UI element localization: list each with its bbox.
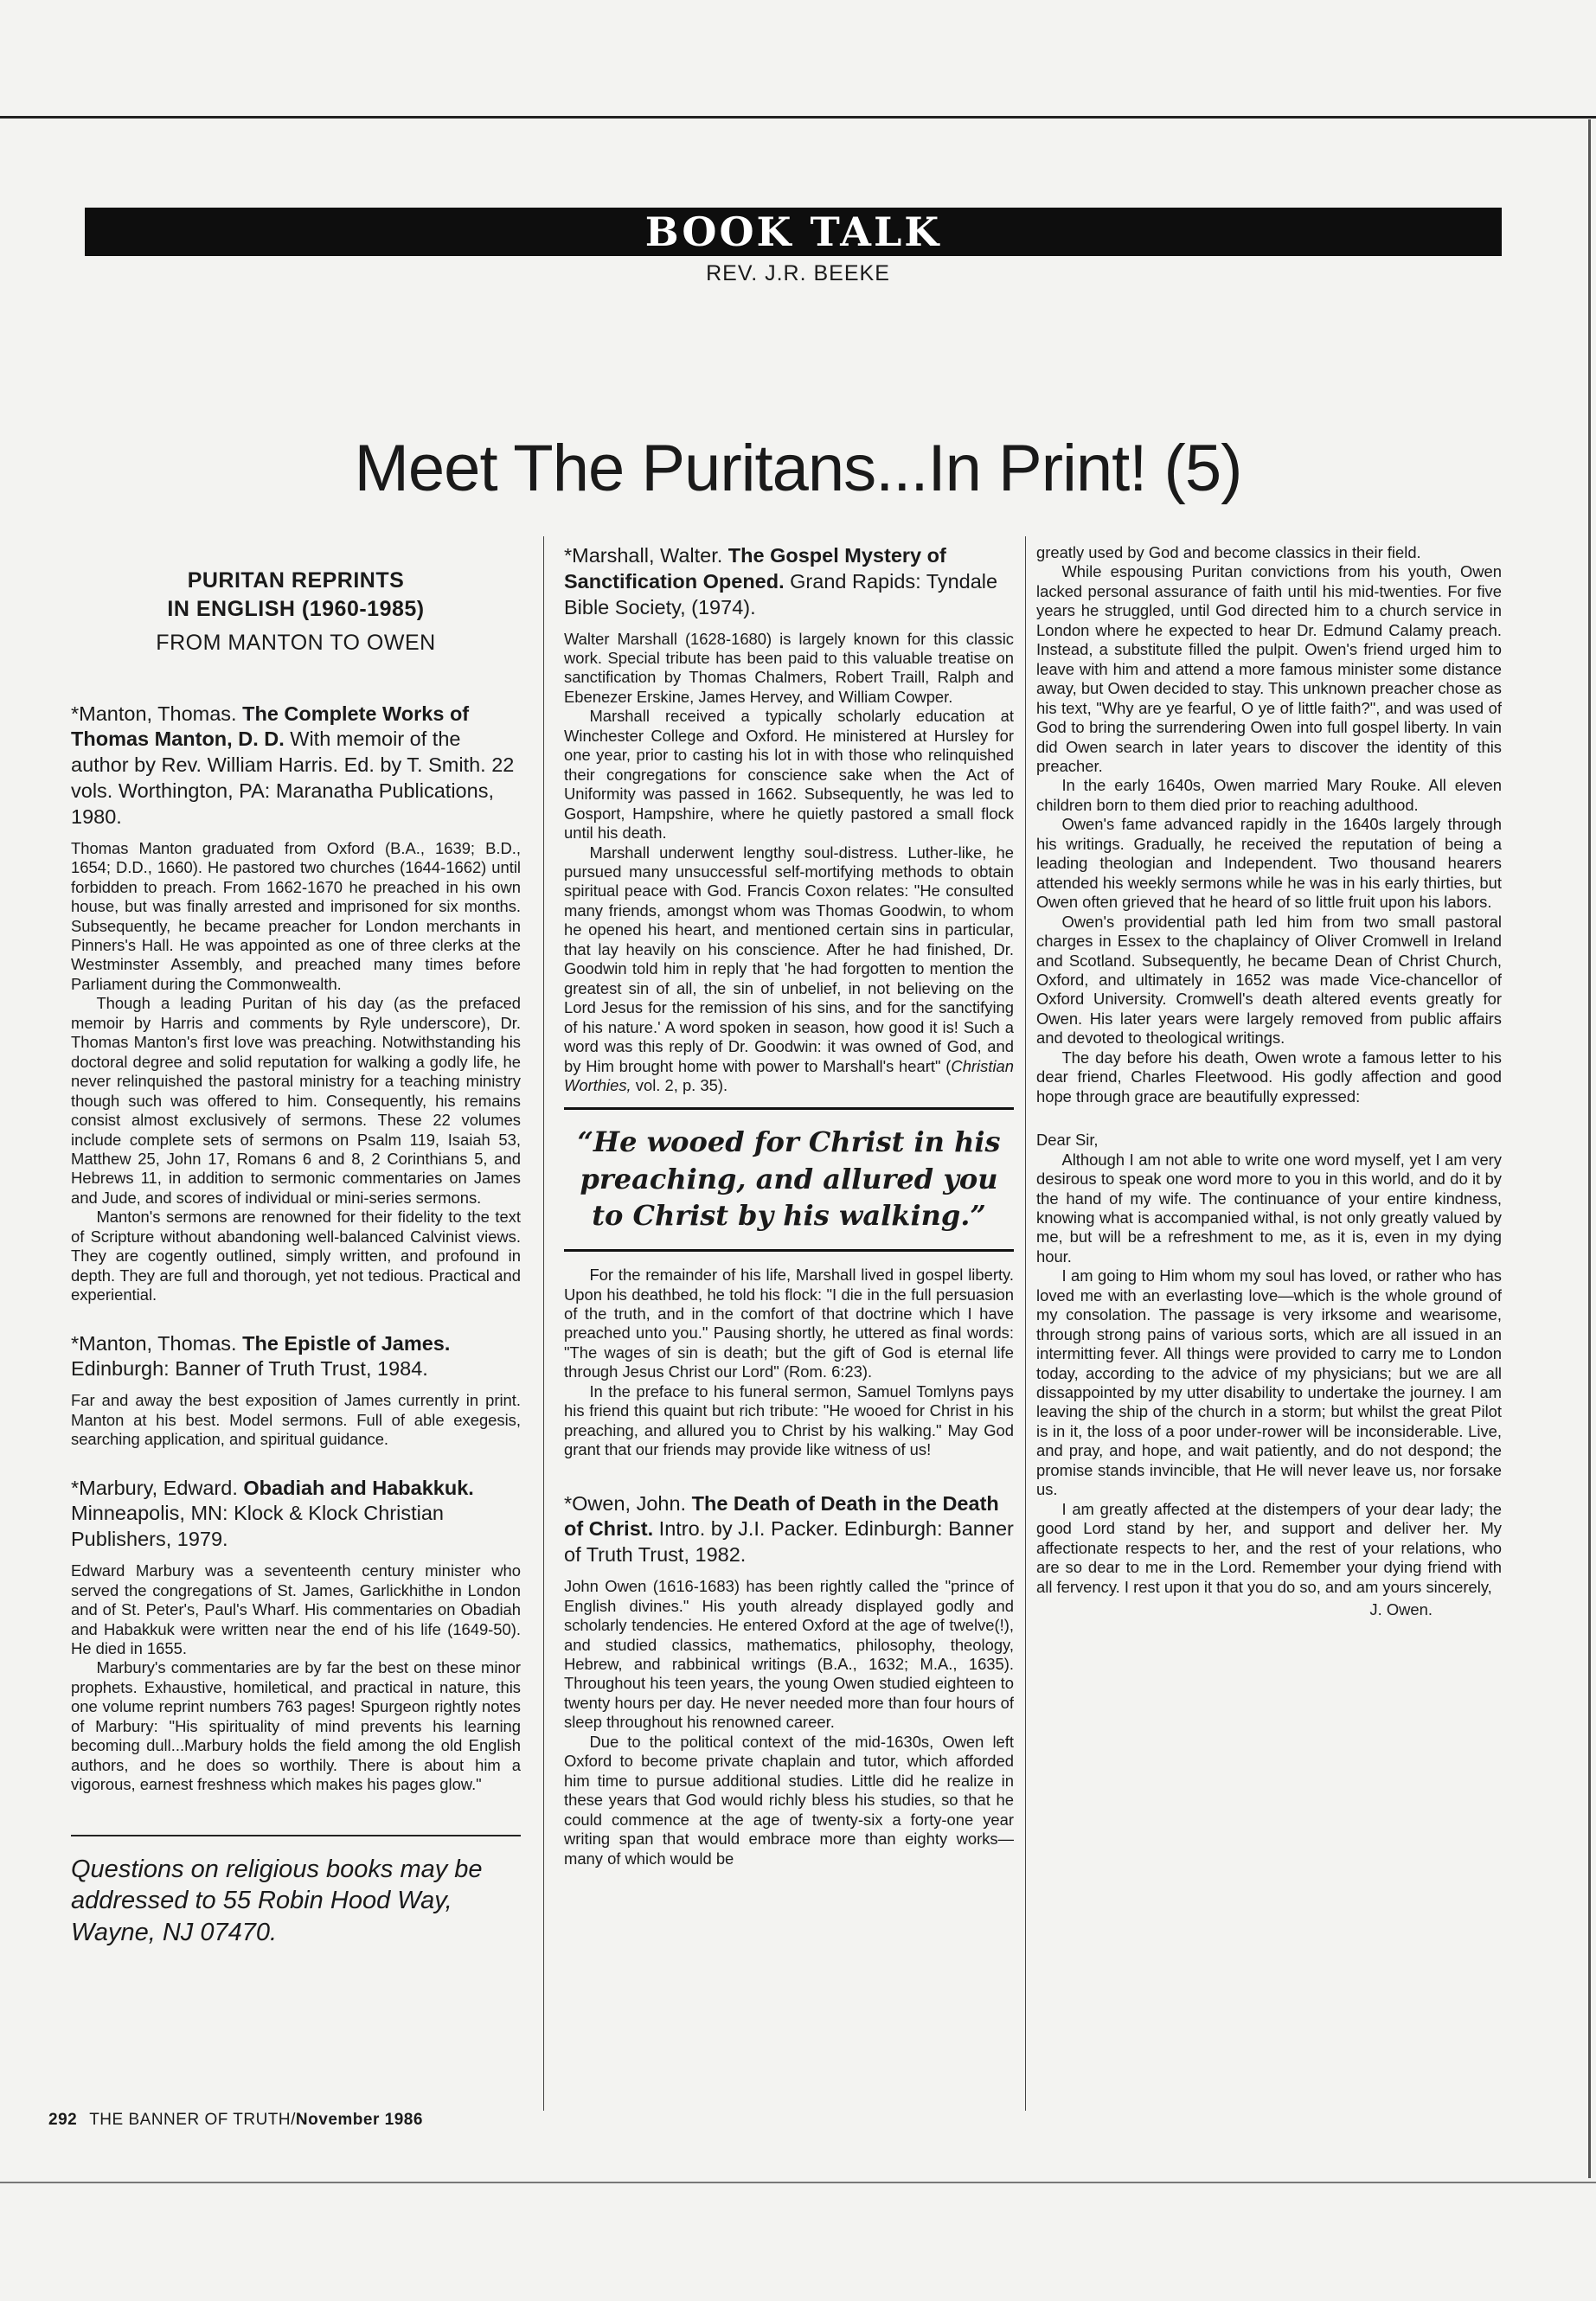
entry-title: The Complete Works of Thomas Manton, D. D.: [71, 702, 470, 751]
questions-rule: [71, 1835, 521, 1836]
entry-title: The Epistle of James.: [242, 1331, 451, 1355]
entry-publication: With memoir of the author by Rev. William Harris. Ed. by T. Smith. 22 vols. Worthington, PA: Maranatha Publications, 1980.: [71, 727, 515, 828]
page-footer: [48, 2111, 423, 2130]
sidebar-heading-line2: IN ENGLISH (1960-1985): [167, 596, 425, 621]
paragraph: While espousing Puritan convictions from his youth, Owen lacked personal assurance of faith until his mid-twenties. For five years he struggled, until God directed him to a church service in London where he expected to hear Dr. Edmund Calamy preach. Instead, a substitute filled the pulpit. Owen's friend urged him to leave with him and attend a more famous minister some distance away, but Owen decided to stay. This unknown preacher chose as his text, "Why are ye fearful, O ye of little faith?", and was used of God to bring the surrendering Owen into full gospel liberty. In vain did Owen search in later years to discover the identity of this preacher.: [1036, 562, 1502, 775]
letter-paragraph: Although I am not able to write one word myself, yet I am very desirous to speak one word more to you in this world, and do it by the hand of my wife. The continuance of your entire kindness, knowing what is accompanied withal, is not only greatly valued by me, but will be a refreshment to me, as it is, even in my dying hour.: [1036, 1150, 1502, 1266]
masthead-title: BOOK TALK: [644, 208, 942, 255]
column-middle: [564, 543, 1014, 1868]
publication-name: THE BANNER OF TRUTH/: [89, 2111, 296, 2129]
masthead-bar: [85, 208, 1502, 256]
sidebar-heading-line1: PURITAN REPRINTS: [187, 568, 405, 593]
letter-paragraph: I am going to Him whom my soul has loved, or rather who has loved me with an everlasting love—which is the whole ground of my consolation. The passage is very irksome and wearisome, through strong pains of various sorts, which are all issued in an intermitting fever. All things were provided to carry me to London today, according to the advice of my physicians; but we are all dissappointed by my utter disability to undertake the journey. I am leaving the ship of the church in a storm; but whilst the great Pilot is in it, the loss of a poor under-rower will be inconsiderable. Live, and pray, and hope, and wait patiently, and do not despond; the promise stands invincible, that He will never leave us, nor forsake us.: [1036, 1266, 1502, 1499]
entry-author: *Manton, Thomas.: [71, 702, 243, 725]
pull-quote-text: “He wooed for Christ in his preaching, and allured you to Christ by his walking.”: [577, 1125, 1001, 1232]
entry-author: *Manton, Thomas.: [71, 1331, 243, 1355]
paragraph: The day before his death, Owen wrote a famous letter to his dear friend, Charles Fleetwood. His godly affection and good hope through grace are beautifully expressed:: [1036, 1048, 1502, 1106]
paragraph: Marshall received a typically scholarly education at Winchester College and Oxford. He ministered at Hursley for one year, prior to casting his lot in with those who relinquished their congregations for conscience sake when the Act of Uniformity was passed in 1662. Subsequently, he was led to Gosport, Hampshire, where he quietly pastored a small flock until his death.: [564, 707, 1014, 843]
owen-letter: [1036, 1131, 1502, 1619]
paragraph: Thomas Manton graduated from Oxford (B.A., 1639; B.D., 1654; D.D., 1660). He pastored two churches (1644-1662) until forbidden to preach. From 1662-1670 he preached in his own house, but was finally arrested and imprisoned for six months. Subsequently, he became preacher for London merchants in Pinners's Hall. He was appointed as one of three clerks at the Westminster Assembly, and preached many times before Parliament during the Commonwealth.: [71, 838, 521, 993]
entry-author: *Marbury, Edward.: [71, 1476, 244, 1499]
paragraph: Far and away the best exposition of James currently in print. Manton at his best. Model sermons. Full of able exegesis, searching application, and spiritual guidance.: [71, 1391, 521, 1449]
paragraph: Owen's fame advanced rapidly in the 1640s largely through his writings. Gradually, he received the reputation of being a leading theologian and Independent. Two thousand hearers attended his weekly sermons while he was in his early thirties, but Owen often grieved that he heard of so little fruit upon his labors.: [1036, 815, 1502, 912]
entry-title: The Death of Death in the Death of Christ.: [564, 1491, 999, 1541]
entry-author: *Marshall, Walter.: [564, 544, 728, 567]
paragraph-text: Marshall underwent lengthy soul-distress. Luther-like, he pursued many unsuccessful self-mortifying methods to obtain spiritual peace with God. Francis Coxon relates: "He consulted many friends, amongst whom was Thomas Goodwin, to whom he opened his heart, and mentioned certain sins in particular, that lay heavily on his conscience. After he had finished, Dr. Goodwin told him in reply that 'he had forgotten to mention the greatest sin of all, the sin of unbelief, in not believing on the Lord Jesus for the remission of his sins, and for the sanctifying of his nature.' A word spoken in season, how good it is! Such a word was this reply of Dr. Goodwin: it was owned of God, and by Him brought home with power to Marshall's heart" (: [564, 843, 1014, 1075]
entry-title: The Gospel Mystery of Sanctification Opened.: [564, 544, 946, 593]
questions-note: Questions on religious books may be addressed to 55 Robin Hood Way, Wayne, NJ 07470.: [71, 1855, 483, 1947]
issue-date: November 1986: [295, 2111, 423, 2129]
sidebar-heading: [71, 567, 521, 623]
paragraph: Due to the political context of the mid-1630s, Owen left Oxford to become private chaplain and tutor, which afforded him time to pursue additional studies. Little did he realize in these years that God would richly bless his studies, so that he could commence at the age of twenty-six a forty-one year writing span that would embrace more than eighty works—many of which would be: [564, 1732, 1014, 1868]
paragraph: [564, 843, 1014, 1096]
entry-manton-james: [71, 1331, 521, 1383]
entry-marshall: [564, 543, 1014, 621]
column-divider-left: [543, 536, 544, 2111]
paragraph: Marbury's commentaries are by far the best on these minor prophets. Exhaustive, homiletical, and practical in nature, this one volume reprint numbers 763 pages! Spurgeon rightly notes of Marbury: "His spirituality of mind prevents his learning becoming dull...Marbury holds the field among the old English authors, and he does so worthily. There is about him a vigorous, earnest freshness which makes his pages glow.": [71, 1658, 521, 1794]
entry-publication: Intro. by J.I. Packer. Edinburgh: Banner of Truth Trust, 1982.: [564, 1517, 1014, 1567]
page-number: 292: [48, 2111, 78, 2129]
paragraph: Edward Marbury was a seventeenth century minister who served the congregations of St. James, Garlickhithe in London and of St. Peter's, Paul's Wharf. His commentaries on Obadiah and Habakkuk were written near the end of his life (1649-50). He died in 1655.: [71, 1561, 521, 1657]
entry-publication: Edinburgh: Banner of Truth Trust, 1984.: [71, 1357, 428, 1381]
byline: REV. J.R. BEEKE: [706, 261, 890, 285]
column-right: [1036, 543, 1502, 1619]
letter-paragraph: I am greatly affected at the distempers of your dear lady; the good Lord stand by her, and support and deliver her. My affectionate respects to her, and the rest of your relations, who are so dear to me in the Lord. Remember your dying friend with all fervency. I rest upon it that you do so, and am yours sincerely,: [1036, 1499, 1502, 1596]
paragraph: Manton's sermons are renowned for their fidelity to the text of Scripture without abandoning well-balanced Calvinist views. They are cogently outlined, simply written, and profound in depth. They are full and thorough, yet not tedious. Practical and experiential.: [71, 1208, 521, 1304]
paragraph: Owen's providential path led him from two small pastoral charges in Essex to the chaplaincy of Oliver Cromwell in Ireland and Scotland. Subsequently, he became Dean of Christ Church, Oxford, and ultimately in 1652 was made Vice-chancellor of Oxford University. Cromwell's death altered events greatly for Owen. His later years were largely removed from public affairs and devoted to theological writings.: [1036, 912, 1502, 1048]
letter-salutation: Dear Sir,: [1036, 1131, 1099, 1150]
paragraph: greatly used by God and become classics in their field.: [1036, 543, 1421, 561]
paragraph-text: vol. 2, p. 35).: [631, 1075, 728, 1094]
paragraph: Walter Marshall (1628-1680) is largely known for this classic work. Special tribute has been paid to this valuable treatise on sanctification by Thomas Chalmers, Robert Traill, Ralph and Ebenezer Erskine, James Hervey, and William Cowper.: [564, 629, 1014, 706]
entry-manton-works: [71, 702, 521, 830]
entry-owen: [564, 1491, 1014, 1569]
citation: Christian Worthies,: [564, 1056, 1014, 1094]
paragraph: Though a leading Puritan of his day (as the prefaced memoir by Harris and comments by Ryle underscore), Dr. Thomas Manton's first love was preaching. Notwithstanding his doctoral degree and solid reputation for walking a godly life, he never relinquished the pastoral ministry for a teaching ministry though such was offered to him. Consequently, his remains consist almost exclusively of sermons. These 22 volumes include complete sets of sermons on Psalm 119, Isaiah 53, Matthew 25, John 17, Romans 6 and 8, 2 Corinthians 5, and Hebrews 11, in addition to sermonic commentaries on James and Jude, and scores of individual or mini-series sermons.: [71, 994, 521, 1207]
entry-author: *Owen, John.: [564, 1491, 692, 1515]
entry-publication: Minneapolis, MN: Klock & Klock Christian Publishers, 1979.: [71, 1502, 444, 1551]
column-left: [71, 567, 521, 1949]
paragraph: For the remainder of his life, Marshall lived in gospel liberty. Upon his deathbed, he told his flock: "I die in the full persuasion of the truth, and in the comfort of that doctrine which I have preached unto you." Pausing shortly, he uttered as final words: "The wages of sin is death; but the gift of God is eternal life through Jesus Christ our Lord" (Rom. 6:23).: [564, 1266, 1014, 1381]
top-rule: [0, 116, 1596, 119]
paragraph: John Owen (1616-1683) has been rightly called the "prince of English divines." His youth already displayed godly and scholarly tendencies. He entered Oxford at the age of twelve(!), and studied classics, mathematics, philosophy, theology, Hebrew, and rabbinical writings (B.A., 1632; M.A., 1635). Throughout his teen years, the young Owen studied eighteen to twenty hours per day. He never needed more than four hours of sleep throughout his renowned career.: [564, 1577, 1014, 1732]
column-divider-right: [1025, 536, 1026, 2111]
paragraph: In the early 1640s, Owen married Mary Rouke. All eleven children born to them died prior to reaching adulthood.: [1036, 776, 1502, 814]
entry-title: Obadiah and Habakkuk.: [243, 1476, 474, 1499]
entry-marbury: [71, 1476, 521, 1554]
pull-quote: [564, 1107, 1014, 1252]
bottom-rule: [0, 2182, 1596, 2183]
letter-signature: J. Owen.: [1369, 1600, 1433, 1619]
article-title: Meet The Puritans...In Print! (5): [354, 432, 1242, 505]
paragraph: In the preface to his funeral sermon, Samuel Tomlyns pays his friend this quaint but rich tribute: "He wooed for Christ in his preaching, and allured you to Christ by his walking." May God grant that our friends may provide like witness of us!: [564, 1381, 1014, 1459]
entry-publication: Grand Rapids: Tyndale Bible Society, (1974).: [564, 569, 998, 619]
sidebar-subheading: FROM MANTON TO OWEN: [156, 631, 436, 655]
scan-edge: [1588, 119, 1591, 2178]
